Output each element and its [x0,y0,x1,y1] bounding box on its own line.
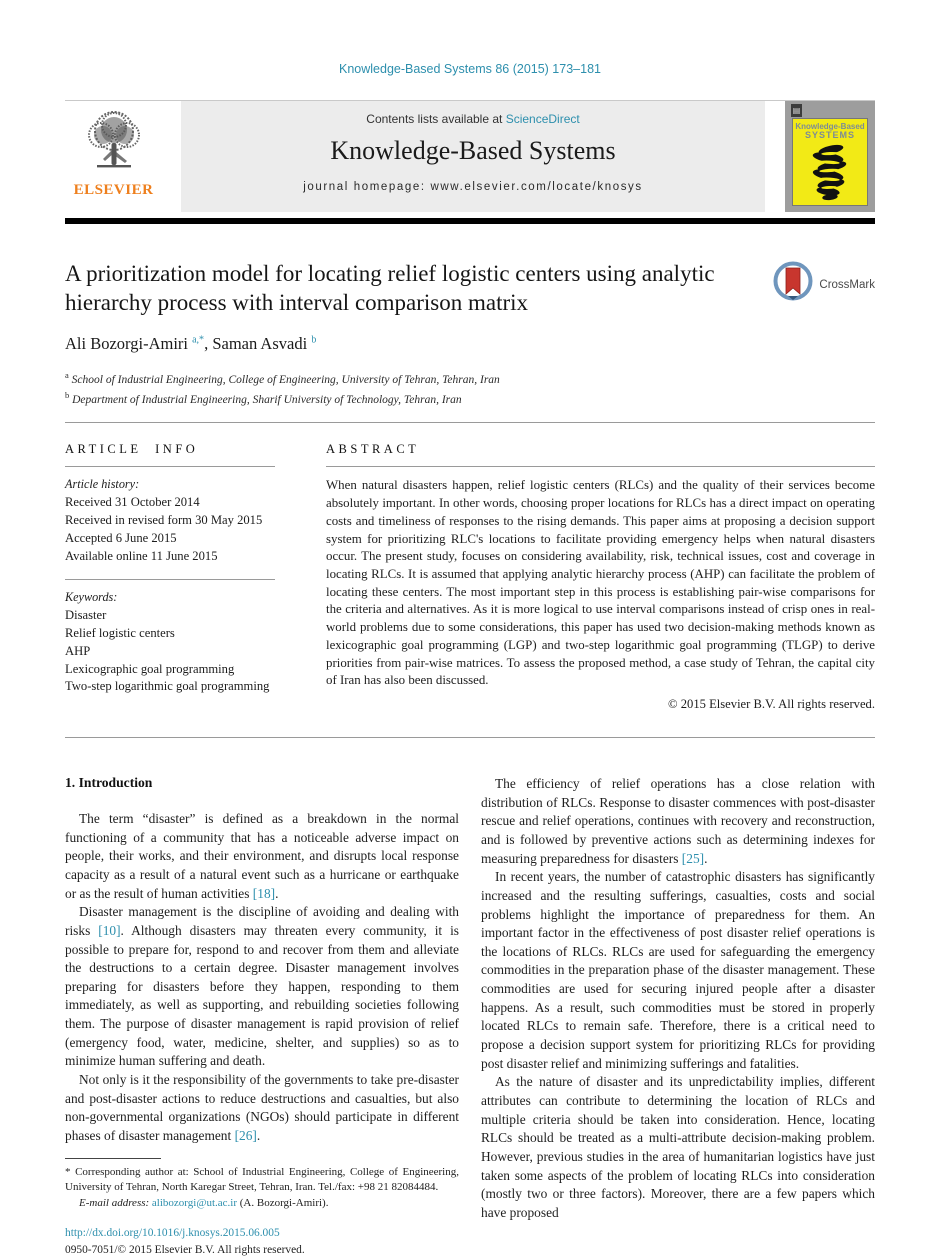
article-info-column [65,442,301,711]
affiliation-2-text: Department of Industrial Engineering, Sharif University of Technology, Tehran, Iran [72,394,462,407]
author-line [65,334,875,354]
issn-copyright-line: 0950-7051/© 2015 Elsevier B.V. All rights reserved. [65,1243,305,1256]
journal-cover-thumbnail[interactable] [785,101,875,212]
citation-link[interactable]: [25] [681,850,705,866]
author-1: Ali Bozorgi-Amiri [65,334,188,354]
affiliation-1-sup: a [65,370,69,381]
cover-spiral-art [799,189,861,206]
elsevier-wordmark: ELSEVIER [73,182,154,198]
paragraph: In recent years, the number of catastrophic disasters has significantly increased and the resulting sufferings, casualties, costs and social problems highlight the importance of preparedness for them. An important factor in the effectiveness of post disaster relief operations is the locations of RLCs. RLCs are used for safeguarding the emergency commodities in the preparation phase of the disaster management. These commodities are used for securing injured people after a disaster happens. As a result, such commodities must be stored in properly located RLCs to remain safe. Therefore, there is a critical need to propose a decision support system for prioritizing RLCs for providing post disaster relief and minimizing sufferings and fatalities. [481,869,875,1071]
crossmark-badge[interactable] [772,262,875,308]
author-2: Saman Asvadi [212,334,308,354]
header-divider-bar [65,218,875,224]
author-separator: , [204,334,213,354]
journal-masthead [181,101,765,212]
contents-line-text: Contents lists available at [366,112,506,126]
paragraph: As the nature of disaster and its unpredictability implies, different attributes can contribute to determining the location of RLCs and multiple criteria should be taken into consideration. Hence, locating RLCs should be treated as a multi-attribute decision-making problem. However, previous studies in the area of humanitarian logistics have just taken some aspects of the problem of locating RLCs into consideration (mostly two or three factors). Moreover, there are a few papers which have proposed [481,1074,875,1220]
keyword-3: AHP [65,643,91,658]
crossmark-icon [772,260,814,311]
affiliations [65,369,875,409]
elsevier-logo [65,101,162,212]
article-info-rule [65,466,275,467]
keywords-label: Keywords: [65,589,118,604]
email-link[interactable]: alibozorgi@ut.ac.ir [151,1197,237,1210]
keyword-1: Disaster [65,607,107,622]
author-1-superscript[interactable]: a,* [192,334,205,346]
keyword-4: Lexicographic goal programming [65,661,235,676]
cover-title-line1: Knowledge-Based [795,122,865,131]
paragraph: Not only is it the responsibility of the governments to take pre-disaster and post-disaster actions to reduce destructions and casualties, but also non-governmental organizations (NGOs) should participate in different phases of disaster management [26]. [65,1072,459,1144]
doi-anchor[interactable]: http://dx.doi.org/10.1016/j.knosys.2015.06.005 [65,1227,280,1240]
history-received: Received 31 October 2014 [65,495,200,510]
affiliation-1 [65,369,875,389]
contents-line [181,112,765,126]
paragraph: Disaster management is the discipline of avoiding and dealing with risks [10]. Although disasters may threaten every community, it is possible to prepare for, respond to and recover from them and alleviate the destructions to a certain degree. Disaster management involves preparing for disasters before they happen, responding to them immediately, as well as supporting, and rebuilding societies following them. The purpose of disaster management is rapid provision of relief (emergency food, water, medicine, shelter, and supplies) so as to minimize human suffering and death. [65,904,459,1069]
abstract-text: When natural disasters happen, relief logistic centers (RLCs) and the quality of their services become absolutely important. In other words, choosing proper locations for RLCs has a direct impact on operating costs and timeliness of responses to the rising demands. This paper aims at proposing a decision support system for prioritizing RLC's locations to facilitate providing emergency helps when natural disasters occur. The present study, focuses on considering availability, risk, technical issues, cost and coverage in locating RLCs. It is assumed that applying analytic hierarchy process (AHP) can facilitate the problem of locating these centers. The most important step in this process is establishing pair-wise comparisons for the criteria and alternatives. As it is more logical to use interval comparisons instead of crisp ones in real-world problems due to some considerations, this paper has used two decision-making methods known as lexicographic goal programming (LGP) and two-step logarithmic goal programming (TLGP) to derive priorities from pair-wise matrices. To assess the proposed method, a case study of Tehran, the capital city of Iran has also been discussed. [326,478,875,688]
crossmark-label: CrossMark [819,279,875,291]
author-2-superscript[interactable]: b [311,334,317,346]
abstract-copyright: © 2015 Elsevier B.V. All rights reserved. [668,696,875,711]
citation-link[interactable]: [10] [98,922,121,938]
history-revised: Received in revised form 30 May 2015 [65,513,263,528]
body-left-column [65,775,459,1259]
doi-link [65,1226,459,1242]
keywords-rule [65,579,275,580]
cover-inner [792,118,868,206]
elsevier-tree-icon [77,105,151,184]
journal-header [65,100,875,212]
article-title: A prioritization model for locating relief logistic centers using analytic hierarchy process with interval comparison matrix [65,261,715,315]
affiliation-2 [65,389,875,409]
keyword-2: Relief logistic centers [65,625,175,640]
abstract-rule [326,466,875,467]
email-line [65,1196,459,1211]
sciencedirect-link[interactable]: ScienceDirect [505,112,580,126]
journal-title: Knowledge-Based Systems [330,136,616,165]
corresponding-author-note: * Corresponding author at: School of Industrial Engineering, College of Engineering, University of Tehran, North Karegar Street, Tehran, Iran. Tel./fax: +98 21 82084484. [65,1165,459,1193]
abstract-bottom-rule [65,737,875,738]
body-right-column [481,775,875,1259]
article-history-label: Article history: [65,477,140,492]
footnote-rule [65,1158,161,1159]
citation-link[interactable]: [26] [234,1128,257,1144]
history-online: Available online 11 June 2015 [65,549,218,564]
abstract-column [326,442,875,711]
affiliation-2-sup: b [65,390,70,401]
footnote-block [65,1158,459,1259]
email-suffix: (A. Bozorgi-Amiri). [237,1197,329,1210]
keyword-5: Two-step logarithmic goal programming [65,679,270,694]
email-label: E-mail address: [79,1197,150,1210]
paragraph: The term “disaster” is defined as a breakdown in the normal functioning of a community that has a noticeable adverse impact on people, their works, and their environment, and disrupts local response capacity as a result of a natural event such as a hurricane or earthquake or as the result of human activities [18]. [65,810,459,901]
page-content [65,0,875,1259]
abstract-heading: ABSTRACT [326,442,420,457]
paragraph: The efficiency of relief operations has a close relation with distribution of RLCs. Response to disaster commences with post-disaster rescue and relief operations, continues with recovery and reconstruction, and is followed by preventive actions such as determining indexes for measuring preparedness for disasters [25]. [481,775,875,866]
section-1-heading: 1. Introduction [65,774,153,790]
journal-citation-line: Knowledge-Based Systems 86 (2015) 173–181 [339,62,601,76]
article-info-heading: ARTICLE INFO [65,442,199,457]
journal-homepage-link[interactable]: journal homepage: www.elsevier.com/locate/knosys [303,181,643,193]
history-accepted: Accepted 6 June 2015 [65,531,177,546]
cover-title-line2: SYSTEMS [804,130,855,140]
affiliation-1-text: School of Industrial Engineering, College of Engineering, University of Tehran, Tehran, Iran [71,373,500,386]
citation-link[interactable]: [18] [252,885,276,901]
cover-publisher-icon: ▤ [792,106,801,115]
